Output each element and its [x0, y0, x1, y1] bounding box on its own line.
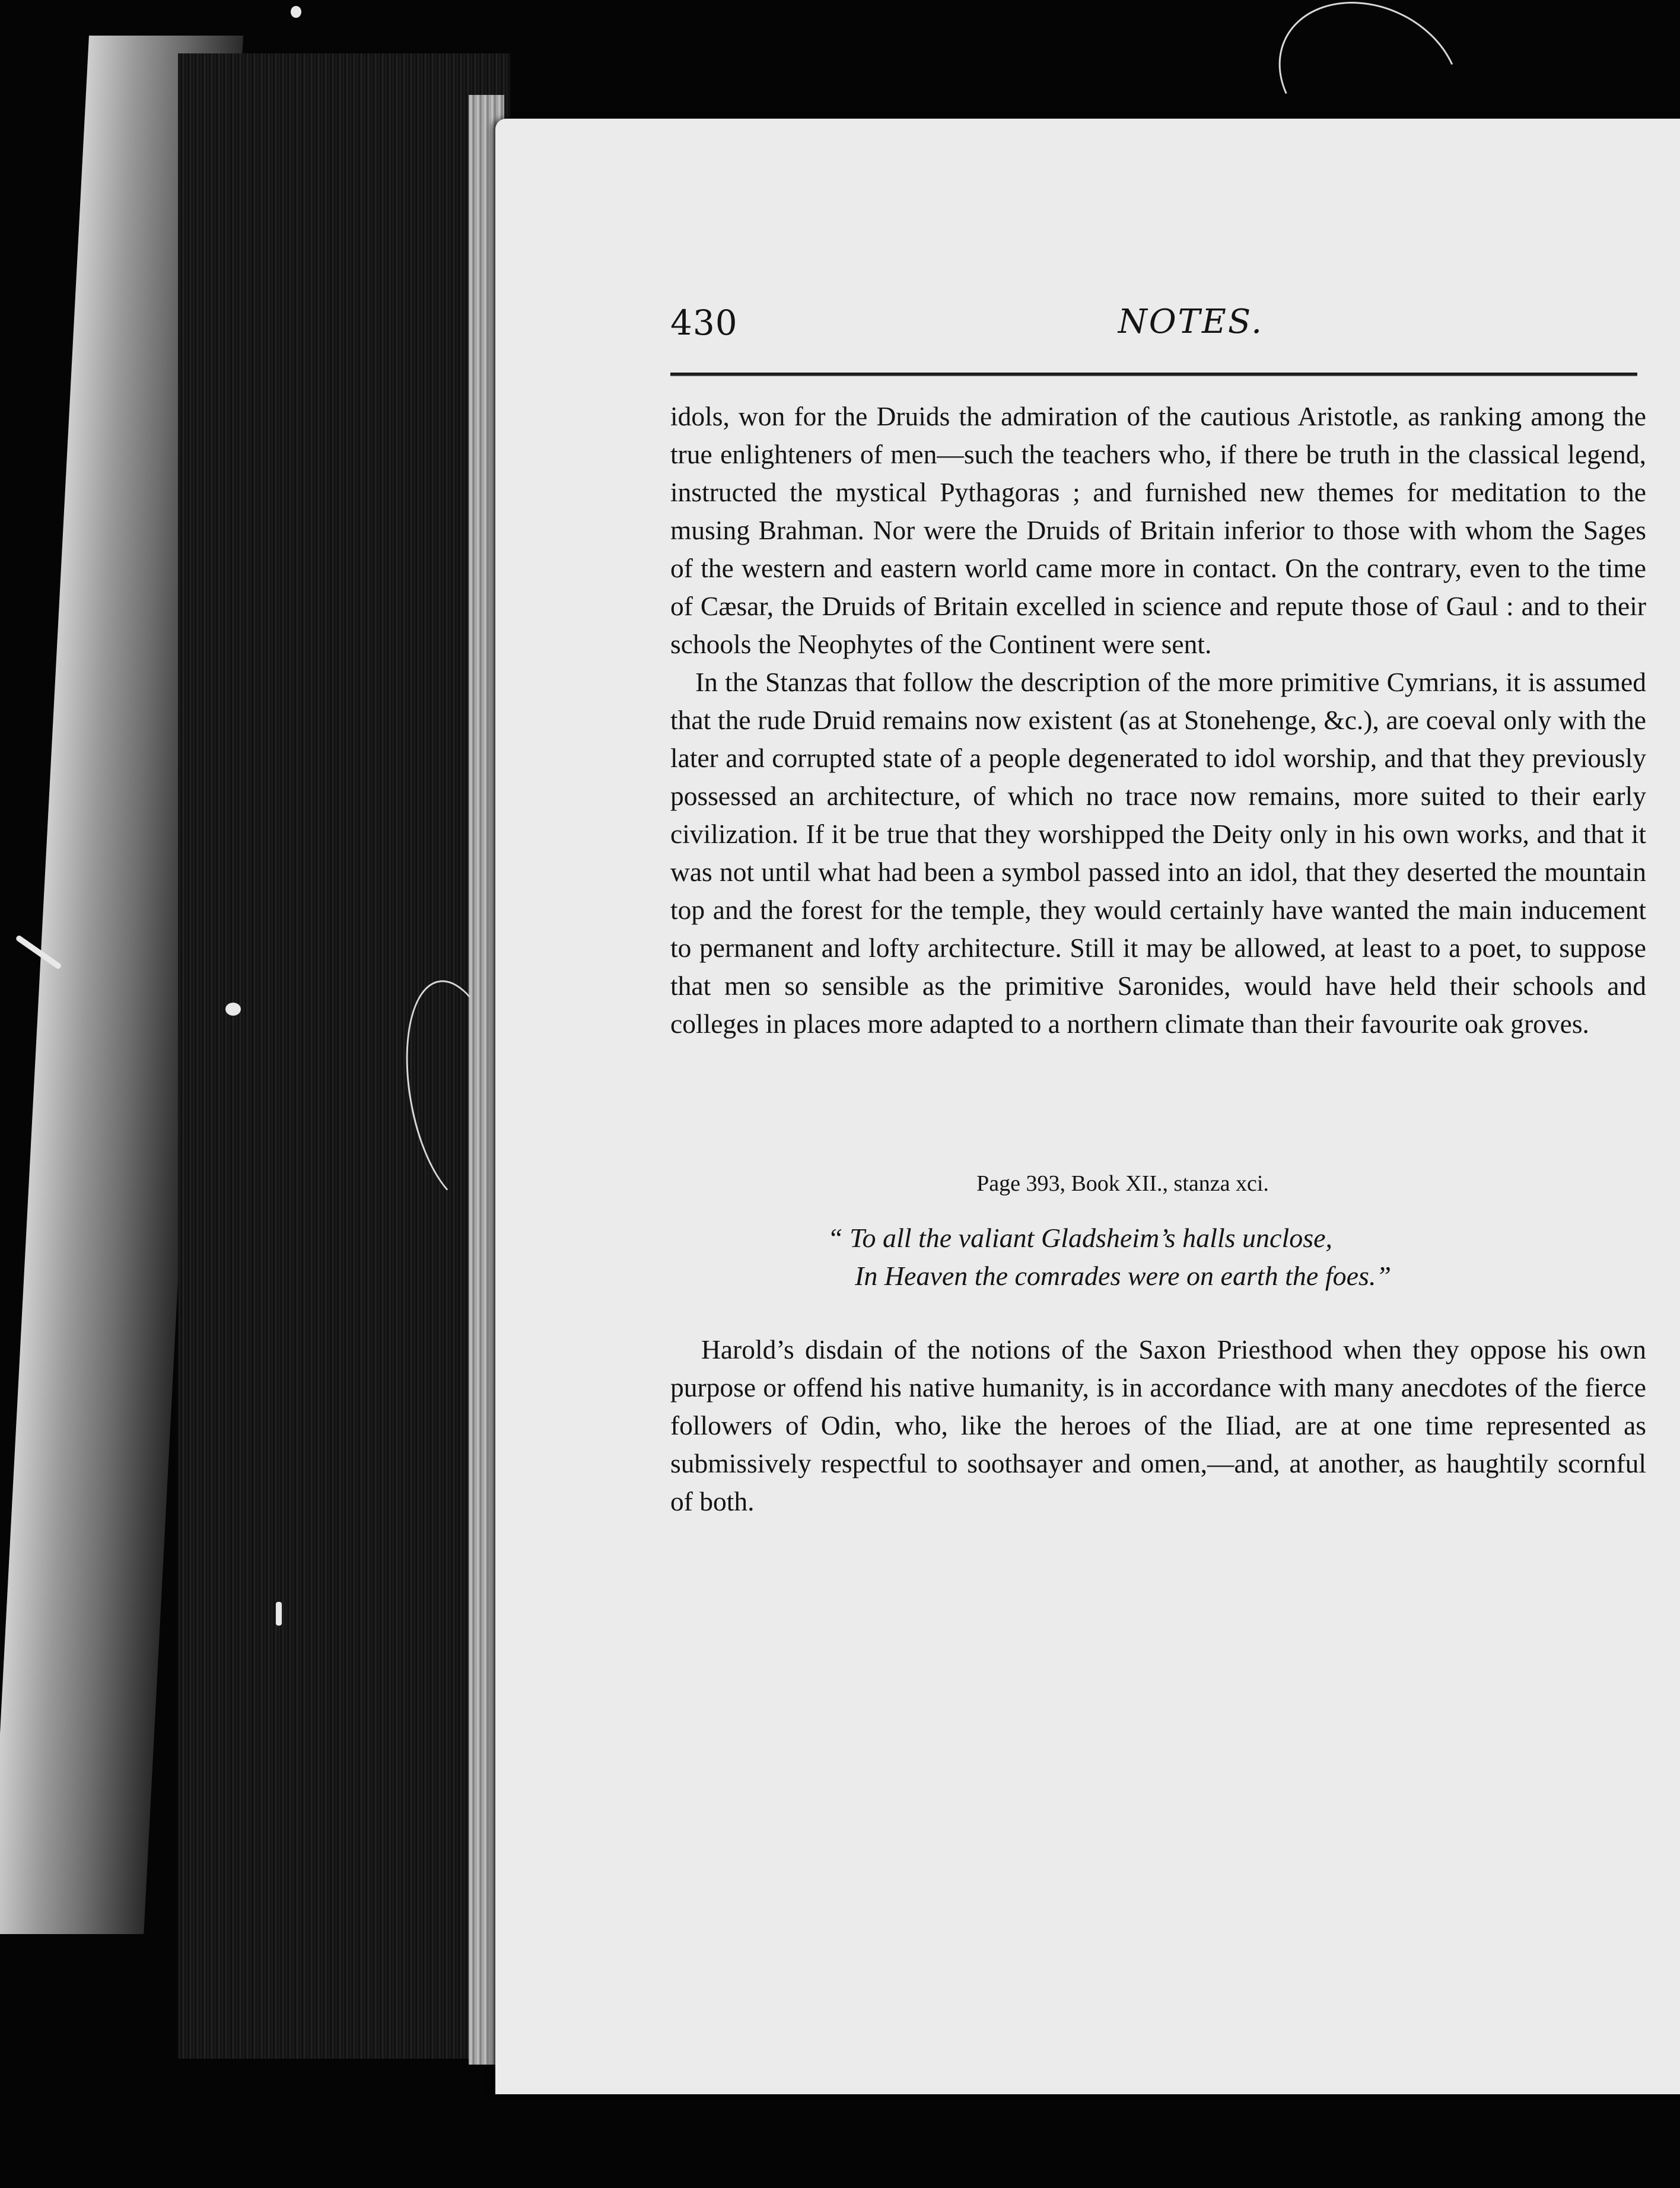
- body-paragraph: idols, won for the Druids the admiration of the cautious Aristotle, as ranking among the true enlighteners of men—such the teachers who, if there be truth in the classical legend, instructed the mystical Pythagoras ; and furnished new themes for meditation to the musing Brahman. Nor were the Druids of Britain inferior to those with whom the Sages of the western and eastern world came more in contact. On the contrary, even to the time of Cæsar, the Druids of Britain excelled in science and repute those of Gaul : and to their schools the Neophytes of the Continent were sent.: [670, 401, 1646, 659]
- note-citation: Page 393, Book XII., stanza xci.: [976, 1171, 1269, 1196]
- note-commentary: Harold’s disdain of the notions of the Saxon Priesthood when they oppose his own purpose or offend his native humanity, is in accordance with many anecdotes of the fierce followers of Odin, who, like the heroes of the Iliad, are at one time represented as submissively respectful to soothsayer and omen,—and, at another, as haughtily scornful of both.: [670, 1334, 1646, 1516]
- page-header: [670, 303, 1646, 368]
- page-text: [670, 303, 1646, 1521]
- verse-line: In Heaven the comrades were on earth the foes.”: [855, 1261, 1392, 1291]
- verse-line: “ To all the valiant Gladsheim’s halls unclose,: [828, 1223, 1333, 1253]
- dust-speck: [225, 1003, 241, 1016]
- page-number: 430: [670, 303, 738, 343]
- quoted-verse: [828, 1219, 1646, 1295]
- body-paragraph: In the Stanzas that follow the description of the more primitive Cymrians, it is assumed that the rude Druid remains now existent (as at Stonehenge, &c.), are coeval only with the later and corrupted state of a people degenerated to idol worship, and that they previously possessed an architecture, of which no trace now remains, more suited to their early civilization. If it be true that they worshipped the Deity only in his own works, and that it was not until what had been a symbol passed into an idol, that they deserted the mountain top and the forest for the temple, they would certainly have wanted the main inducement to permanent and lofty architecture. Still it may be allowed, at least to a poet, to suppose that men so sensible as the primitive Saronides, would have held their schools and colleges in places more adapted to a northern climate than their favourite oak groves.: [670, 667, 1646, 1039]
- dust-speck: [276, 1602, 282, 1626]
- running-head: NOTES.: [1118, 303, 1264, 341]
- dust-speck: [291, 6, 301, 18]
- header-rule: [670, 373, 1637, 376]
